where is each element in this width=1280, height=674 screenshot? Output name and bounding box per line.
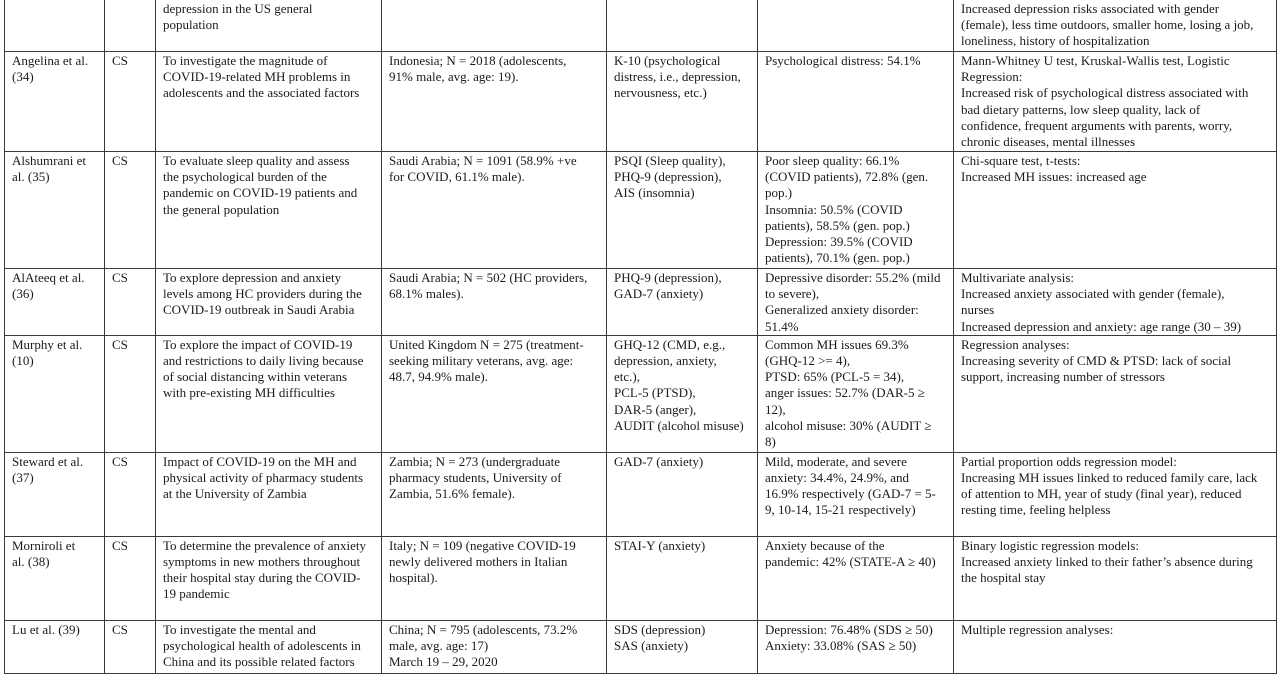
cell-prevalence: Common MH issues 69.3% (GHQ-12 >= 4), PTSD: 65% (PCL-5 = 34), anger issues: 52.7% (DAR-5 ≥ 12), alcohol misuse: 30% (AUDIT ≥ 8) bbox=[758, 335, 954, 452]
cell-prevalence: Depressive disorder: 55.2% (mild to severe), Generalized anxiety disorder: 51.4% bbox=[758, 269, 954, 336]
cell-design: CS bbox=[105, 269, 156, 336]
cell-aim: To investigate the magnitude of COVID-19-related MH problems in adolescents and the associated factors bbox=[156, 52, 382, 152]
cell-author: Steward et al. (37) bbox=[5, 452, 105, 536]
cell-aim: To evaluate sleep quality and assess the psychological burden of the pandemic on COVID-19 patients and the general population bbox=[156, 152, 382, 269]
cell-aim: depression in the US general population bbox=[156, 0, 382, 52]
cell-tools bbox=[607, 0, 758, 52]
cell-population: Saudi Arabia; N = 502 (HC providers, 68.1% males). bbox=[382, 269, 607, 336]
cell-findings: Binary logistic regression models: Increased anxiety linked to their father’s absence during the hospital stay bbox=[954, 536, 1277, 620]
cell-population: United Kingdom N = 275 (treatment- seeking military veterans, avg. age: 48.7, 94.9% male). bbox=[382, 335, 607, 452]
cell-tools: PSQI (Sleep quality), PHQ-9 (depression), AIS (insomnia) bbox=[607, 152, 758, 269]
cell-prevalence: Mild, moderate, and severe anxiety: 34.4%, 24.9%, and 16.9% respectively (GAD-7 = 5- 9, 10-14, 15-21 respectively) bbox=[758, 452, 954, 536]
table-row bbox=[5, 452, 1277, 536]
cell-prevalence: Depression: 76.48% (SDS ≥ 50) Anxiety: 33.08% (SAS ≥ 50) bbox=[758, 620, 954, 673]
cell-tools: GAD-7 (anxiety) bbox=[607, 452, 758, 536]
cell-tools: PHQ-9 (depression), GAD-7 (anxiety) bbox=[607, 269, 758, 336]
cell-design: CS bbox=[105, 52, 156, 152]
cell-design: CS bbox=[105, 335, 156, 452]
table-row bbox=[5, 269, 1277, 336]
cell-findings: Partial proportion odds regression model: Increasing MH issues linked to reduced family care, lack of attention to MH, year of study (final year), reduced resting time, feeling helpless bbox=[954, 452, 1277, 536]
cell-prevalence: Psychological distress: 54.1% bbox=[758, 52, 954, 152]
cell-tools: SDS (depression) SAS (anxiety) bbox=[607, 620, 758, 673]
cell-prevalence: Anxiety because of the pandemic: 42% (STATE-A ≥ 40) bbox=[758, 536, 954, 620]
cell-findings: Chi-square test, t-tests: Increased MH issues: increased age bbox=[954, 152, 1277, 269]
cell-population: Indonesia; N = 2018 (adolescents, 91% male, avg. age: 19). bbox=[382, 52, 607, 152]
table-row bbox=[5, 0, 1277, 52]
cell-aim: To explore depression and anxiety levels among HC providers during the COVID-19 outbreak in Saudi Arabia bbox=[156, 269, 382, 336]
cell-population: Saudi Arabia; N = 1091 (58.9% +ve for COVID, 61.1% male). bbox=[382, 152, 607, 269]
table-row bbox=[5, 152, 1277, 269]
cell-findings: Mann-Whitney U test, Kruskal-Wallis test, Logistic Regression: Increased risk of psychological distress associated with bad dietary patterns, low sleep quality, lack of confidence, frequent arguments with parents, worry, chronic diseases, mental illnesses bbox=[954, 52, 1277, 152]
cell-population: China; N = 795 (adolescents, 73.2% male, avg. age: 17) March 19 – 29, 2020 bbox=[382, 620, 607, 673]
cell-tools: GHQ-12 (CMD, e.g., depression, anxiety, etc.), PCL-5 (PTSD), DAR-5 (anger), AUDIT (alcohol misuse) bbox=[607, 335, 758, 452]
cell-aim: Impact of COVID-19 on the MH and physical activity of pharmacy students at the University of Zambia bbox=[156, 452, 382, 536]
cell-design: CS bbox=[105, 536, 156, 620]
cell-aim: To investigate the mental and psychological health of adolescents in China and its possible related factors bbox=[156, 620, 382, 673]
cell-findings: Regression analyses: Increasing severity of CMD & PTSD: lack of social support, increasing number of stressors bbox=[954, 335, 1277, 452]
cell-population: Italy; N = 109 (negative COVID-19 newly delivered mothers in Italian hospital). bbox=[382, 536, 607, 620]
cell-design: CS bbox=[105, 152, 156, 269]
cell-population: Zambia; N = 273 (undergraduate pharmacy students, University of Zambia, 51.6% female). bbox=[382, 452, 607, 536]
table-row bbox=[5, 335, 1277, 452]
table-row bbox=[5, 536, 1277, 620]
cell-prevalence: Poor sleep quality: 66.1% (COVID patients), 72.8% (gen. pop.) Insomnia: 50.5% (COVID patients), 58.5% (gen. pop.) Depression: 39.5% (COVID patients), 70.1% (gen. pop.) bbox=[758, 152, 954, 269]
cell-tools: K-10 (psychological distress, i.e., depression, nervousness, etc.) bbox=[607, 52, 758, 152]
cell-prevalence bbox=[758, 0, 954, 52]
cell-author: AlAteeq et al. (36) bbox=[5, 269, 105, 336]
studies-table bbox=[4, 0, 1277, 674]
cell-findings: Multivariate analysis: Increased anxiety associated with gender (female), nurses Increased depression and anxiety: age range (30 – 39) bbox=[954, 269, 1277, 336]
cell-design: CS bbox=[105, 620, 156, 673]
table-row bbox=[5, 52, 1277, 152]
cell-findings: Increased depression risks associated with gender (female), less time outdoors, smaller home, losing a job, loneliness, history of hospitalization bbox=[954, 0, 1277, 52]
cell-findings: Multiple regression analyses: bbox=[954, 620, 1277, 673]
table-row bbox=[5, 620, 1277, 673]
cell-aim: To determine the prevalence of anxiety symptoms in new mothers throughout their hospital stay during the COVID- 19 pandemic bbox=[156, 536, 382, 620]
cell-author: Alshumrani et al. (35) bbox=[5, 152, 105, 269]
cell-author: Murphy et al. (10) bbox=[5, 335, 105, 452]
cell-author: Morniroli et al. (38) bbox=[5, 536, 105, 620]
cell-tools: STAI-Y (anxiety) bbox=[607, 536, 758, 620]
studies-table-body bbox=[5, 0, 1277, 673]
cell-author: Lu et al. (39) bbox=[5, 620, 105, 673]
cell-author bbox=[5, 0, 105, 52]
cell-population bbox=[382, 0, 607, 52]
cell-aim: To explore the impact of COVID-19 and restrictions to daily living because of social distancing within veterans with pre-existing MH difficulties bbox=[156, 335, 382, 452]
cell-design: CS bbox=[105, 452, 156, 536]
cell-author: Angelina et al. (34) bbox=[5, 52, 105, 152]
cell-design bbox=[105, 0, 156, 52]
